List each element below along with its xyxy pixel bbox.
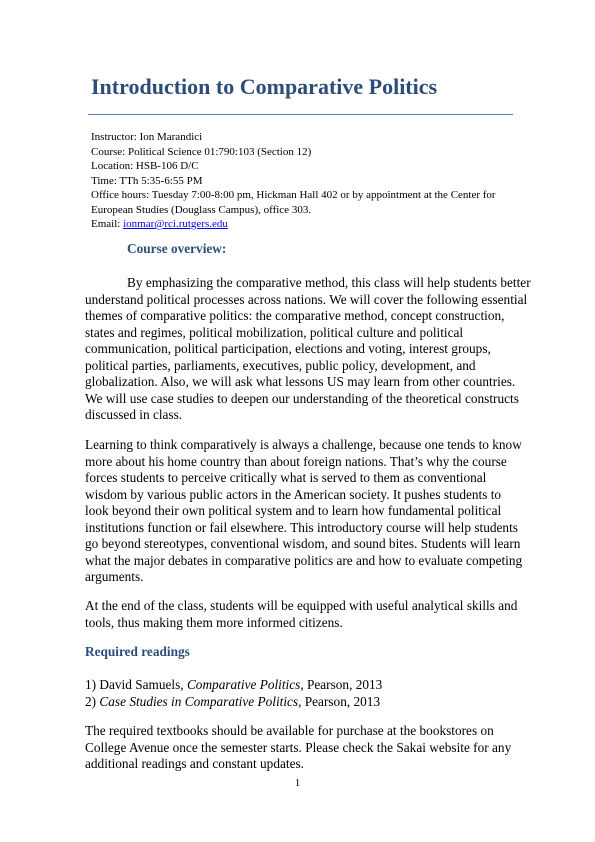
time-line: Time: TTh 5:35-6:55 PM — [91, 174, 203, 187]
paragraph-line: go beyond stereotypes, conventional wisdom, and sound bites. Students will learn — [85, 536, 521, 551]
paragraph-line: political parties, parliaments, executives, public policy, development, and — [85, 357, 476, 373]
overview-paragraph-3 — [85, 598, 520, 631]
paragraph-line: more about his home country than about foreign nations. That’s why the course — [85, 453, 507, 469]
reading-prefix: 1) David Samuels, — [85, 677, 187, 692]
paragraph-line: tools, thus making them more informed citizens. — [85, 614, 343, 630]
paragraph-line: understand political processes across nations. We will cover the following essential — [85, 291, 528, 307]
instructor-line: Instructor: Ion Marandici — [91, 131, 203, 143]
paragraph-line: states and regimes, political mobilization, political culture and political — [85, 324, 464, 340]
paragraph-line: institutions function or fail elsewhere. This introductory course will help students — [85, 519, 518, 535]
paragraph-line: look beyond their own political system and to learn how fundamental political — [85, 503, 502, 518]
email-link[interactable]: ionmar@rci.rutgers.edu — [123, 218, 228, 230]
course-overview-heading: Course overview: — [127, 241, 227, 256]
overview-paragraph-1 — [85, 275, 531, 424]
office-hours-line-2: European Studies (Douglass Campus), office 303. — [91, 203, 312, 216]
paragraph-line: discussed in class. — [85, 407, 183, 422]
overview-paragraph-2 — [85, 437, 523, 586]
office-hours-line-1: Office hours: Tuesday 7:00-8:00 pm, Hickman Hall 402 or by appointment at the Center for — [91, 189, 496, 201]
page-number: 1 — [294, 777, 301, 789]
paragraph-line: forces students to perceive critically what is served to them as conventional — [85, 470, 487, 485]
course-info-block — [91, 130, 531, 232]
paragraph-line: College Avenue once the semester starts. Please check the Sakai website for any — [85, 739, 512, 755]
readings-list — [85, 677, 520, 710]
email-label: Email: — [91, 218, 124, 230]
paragraph-line: themes of comparative politics: the comparative method, concept construction, — [85, 308, 505, 323]
paragraph-line: The required textbooks should be available for purchase at the bookstores on — [85, 723, 494, 738]
paragraph-line: what the major debates in comparative politics are and how to evaluate competing — [85, 552, 523, 568]
reading-prefix: 2) — [85, 693, 100, 709]
reading-title: Case Studies in Comparative Politics — [99, 693, 299, 709]
reading-title: Comparative Politics — [186, 677, 301, 692]
email-line — [91, 217, 531, 232]
title-divider — [88, 114, 513, 115]
reading-item — [85, 694, 520, 711]
reading-suffix: , Pearson, 2013 — [298, 693, 381, 709]
paragraph-line: additional readings and constant updates. — [85, 756, 304, 771]
paragraph-line: By emphasizing the comparative method, this class will help students better — [127, 275, 531, 290]
paragraph-line: Learning to think comparatively is always a challenge, because one tends to know — [85, 437, 522, 452]
reading-item — [85, 677, 520, 694]
page-title: Introduction to Comparative Politics — [91, 74, 438, 99]
paragraph-line: arguments. — [85, 569, 144, 584]
paragraph-line: communication, political participation, elections and voting, interest groups, — [85, 341, 491, 356]
textbooks-paragraph — [85, 723, 520, 773]
paragraph-line: wisdom by various public actors in the American society. It pushes students to — [85, 486, 502, 502]
required-readings-heading: Required readings — [85, 644, 190, 659]
reading-suffix: , Pearson, 2013 — [300, 677, 383, 692]
course-line: Course: Political Science 01:790:103 (Section 12) — [91, 145, 312, 158]
location-line: Location: HSB-106 D/C — [91, 160, 199, 172]
paragraph-line: At the end of the class, students will be equipped with useful analytical skills and — [85, 598, 518, 613]
paragraph-line: globalization. Also, we will ask what lessons US may learn from other countries. — [85, 374, 516, 389]
paragraph-line: We will use case studies to deepen our understanding of the theoretical constructs — [85, 390, 519, 406]
